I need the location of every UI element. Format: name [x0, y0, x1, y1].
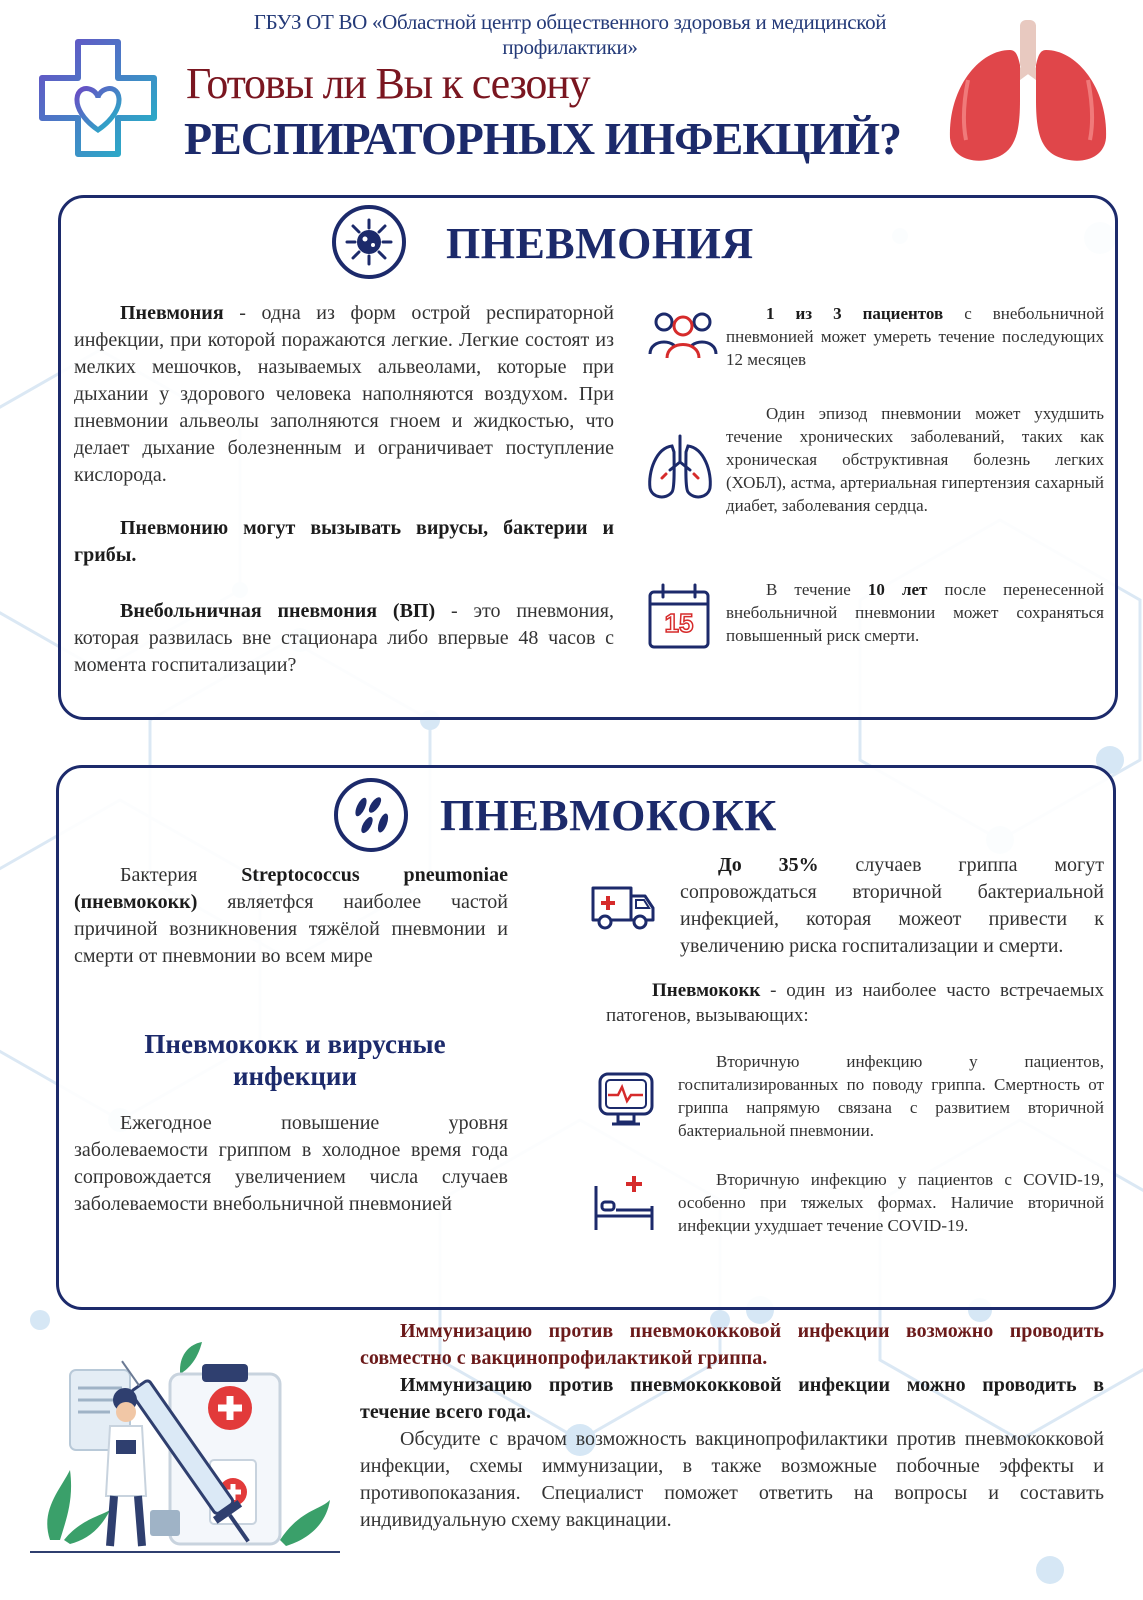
- bacteria-icon: [334, 778, 408, 852]
- people-group-icon: [648, 308, 718, 360]
- pneumonia-causes-text: Пневмонию могут вызывать вирусы, бактерии и грибы.: [74, 517, 614, 566]
- long-term-years: 10 лет: [867, 580, 928, 599]
- pneumonia-fact-long-term: [726, 578, 1104, 647]
- covid-secondary-text: Вторичную инфекцию у пациентов с COVID-19, особенно при тяжелых формах. Наличие вторичной инфекции ухудшает течение COVID-19.: [678, 1170, 1104, 1235]
- lungs-illustration: [938, 20, 1118, 170]
- headline-line-2: РЕСПИРАТОРНЫХ ИНФЕКЦИЙ?: [184, 113, 902, 164]
- influenza-secondary-text: Вторичную инфекцию у пациентов, госпитализированных по поводу гриппа. Смертность от гриппа напрямую связана с развитием вторичной бактериальной пневмонии.: [678, 1052, 1104, 1140]
- headline-line-1: Готовы ли Вы к сезону: [186, 59, 590, 108]
- organization-name: ГБУЗ ОТ ВО «Областной центр общественного здоровья и медицинской профилактики»: [253, 10, 887, 59]
- community-pneumonia-text: - это пневмония, которая развилась вне стационара либо впервые 48 часов с момента госпитализации?: [74, 600, 614, 676]
- long-term-pre: В течение: [766, 580, 868, 599]
- covid-secondary-infection: [678, 1168, 1104, 1237]
- virus-icon: [332, 205, 406, 279]
- bacteria-pre: Бактерия: [120, 864, 242, 886]
- ambulance-icon: [590, 880, 656, 932]
- bacteria-name: Streptococcus pneumoniae (пневмококк): [74, 864, 508, 913]
- influenza-complication-fact: [680, 852, 1104, 960]
- pathogen-text: - один из наиболее часто встречаемых патогенов, вызывающих:: [606, 980, 1104, 1026]
- community-pneumonia-term: Внебольничная пневмония (ВП): [120, 600, 436, 622]
- pneumonia-title: ПНЕВМОНИЯ: [446, 219, 754, 268]
- calendar-number: 15: [664, 608, 694, 638]
- influenza-seasonal-text: [74, 1110, 508, 1218]
- year-round-text: Иммунизацию против пневмококковой инфекции можно проводить в течение всего года.: [360, 1374, 1104, 1423]
- influenza-complication-text: случаев гриппа могут сопровождаться вторичной бактериальной инфекцией, которая можеот привести к увеличению риска госпитализации и смерти.: [680, 854, 1104, 957]
- hospital-bed-icon: [592, 1172, 658, 1232]
- pneumonia-fact-chronic: [726, 402, 1104, 517]
- influenza-text: Ежегодное повышение уровня заболеваемости гриппом в холодное время года сопровождается увеличением числа случаев заболеваемости внебольничной пневмонией: [74, 1112, 508, 1215]
- bacteria-text: являетфся наиболее частой причиной возникновения тяжёлой пневмонии и смерти от пневмонии во всем мире: [74, 891, 508, 967]
- pneumococcus-title: ПНЕВМОКОКК: [440, 791, 777, 840]
- influenza-secondary-infection: [678, 1050, 1104, 1142]
- pathogen-intro: [606, 978, 1104, 1028]
- medical-cross-heart-logo: [36, 36, 160, 160]
- consult-doctor-note: [360, 1426, 1104, 1534]
- consult-doctor-text: Обсудите с врачом возможность вакцинопрофилактики против пневмококковой инфекции, схемы иммунизации, в также возможные побочные эффекты и противопоказания. Специалист поможет ответить на вопросы и составить индивидуальную схему вакцинации.: [360, 1428, 1104, 1531]
- pathogen-term: Пневмококк: [652, 980, 761, 1001]
- community-pneumonia-definition: [74, 598, 614, 679]
- calendar-icon: [647, 582, 711, 650]
- pneumonia-term: Пневмония: [120, 302, 224, 324]
- heart-monitor-icon: [596, 1070, 656, 1130]
- pneumonia-causes: [74, 515, 614, 569]
- mortality-ratio: 1 из 3 пациентов: [766, 304, 944, 323]
- lungs-icon: [644, 432, 716, 504]
- co-vaccination-text: Иммунизацию против пневмококковой инфекции возможно проводить совместно с вакцинопрофилактикой гриппа.: [360, 1320, 1104, 1369]
- pneumonia-definition-text: - одна из форм острой респираторной инфекции, при которой поражаются легкие. Легкие состоят из мелких мешочков, называемых альвеолами, которые при дыхании у здорового человека наполняются воздухом. При пневмонии альвеолы заполняются гноем и жидкостью, что делает дыхание болезненным и ограничивает поступление кислорода.: [74, 302, 614, 486]
- chronic-text: Один эпизод пневмонии может ухудшить течение хронических заболеваний, таких как хроническая обструктивная болезнь легких (ХОБЛ), астма, артериальная гипертензия сахарный диабет, заболевания сердца.: [726, 404, 1104, 515]
- mortality-text: с внебольничной пневмонией может умереть течение последующих 12 месяцев: [726, 304, 1104, 369]
- doctor-vaccine-illustration: [30, 1340, 350, 1580]
- pneumococcus-definition: [74, 862, 508, 970]
- co-vaccination-note: [360, 1318, 1104, 1372]
- viral-infections-subheading: Пневмококк и вирусные инфекции: [144, 1029, 446, 1091]
- influenza-percent: До 35%: [718, 854, 819, 876]
- year-round-note: [360, 1372, 1104, 1426]
- pneumonia-fact-mortality: [726, 302, 1104, 371]
- pneumonia-definition: [74, 300, 614, 489]
- long-term-text: после перенесенной внебольничной пневмонии может сохраняться повышенный риск смерти.: [726, 580, 1104, 645]
